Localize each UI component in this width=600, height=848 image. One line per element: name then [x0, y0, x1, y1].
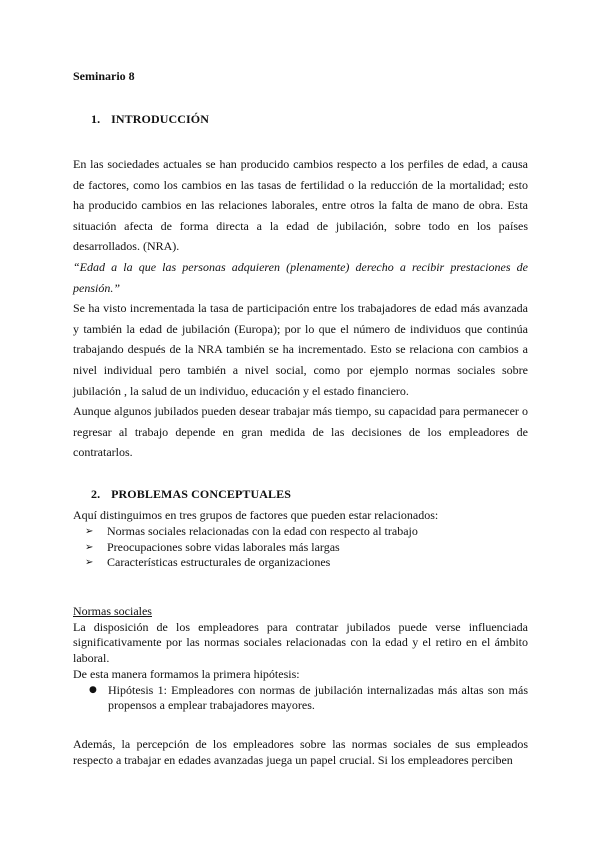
document-title: Seminario 8 [73, 69, 135, 83]
normas-sociales-subheading: Normas sociales [73, 604, 152, 618]
section-1-number: 1. [91, 112, 101, 126]
list-item [73, 524, 528, 540]
normas-paragraph-1: La disposición de los empleadores para contratar jubilados puede verse influenciada significativamente por las normas sociales relacionadas con la edad y el retiro en el ámbito laboral. [73, 619, 528, 666]
normas-continuation [73, 737, 528, 768]
list-item-text: Normas sociales relacionadas con la edad con respecto al trabajo [107, 523, 418, 538]
intro-paragraph-2: Se ha visto incrementada la tasa de participación entre los trabajadores de edad más avanzada y también la edad de jubilación (Europa); por lo que el número de individuos que continúa trabajando después de la NRA también se ha incrementado. Esto se relaciona con cambios a nivel individual pero también a nivel social, como por ejemplo normas sociales sobre jubilación , la salud de un individuo, educación y el estado financiero. [73, 301, 528, 398]
intro-paragraph-1: En las sociedades actuales se han producido cambios respecto a los perfiles de edad, a causa de factores, como los cambios en las tasas de fertilidad o la reducción de la mortalidad; esto ha producido cambios en las relaciones laborales, entre otros la falta de mano de obra. Esta situación afecta de forma directa a la edad de jubilación, sobre todo en los países desarrollados. (NRA). [73, 157, 528, 254]
section-1-body [73, 154, 528, 463]
round-bullet-icon: ● [89, 684, 97, 695]
hypothesis-1-text: Hipótesis 1: Empleadores con normas de jubilación internalizadas más altas son más propensos a emplear trabajadores mayores. [108, 682, 528, 713]
list-item-text: Preocupaciones sobre vidas laborales más largas [107, 539, 340, 554]
arrow-bullet-icon: ➢ [85, 525, 94, 537]
intro-paragraph-3: Aunque algunos jubilados pueden desear trabajar más tiempo, su capacidad para permanecer o regresar al trabajo depende en gran medida de las decisiones de los empleadores de contratarlos. [73, 404, 528, 460]
section-1-heading [91, 112, 209, 127]
section-1-title: INTRODUCCIÓN [111, 112, 209, 126]
list-item-text: Características estructurales de organizaciones [107, 555, 331, 570]
intro-quote: “Edad a la que las personas adquieren (plenamente) derecho a recibir prestaciones de pensión.” [73, 259, 528, 295]
arrow-bullet-icon: ➢ [85, 541, 94, 553]
normas-paragraph-3: Además, la percepción de los empleadores sobre las normas sociales de sus empleados respecto a trabajar en edades avanzadas juega un papel crucial. Si los empleadores perciben [73, 737, 528, 767]
list-item [73, 683, 528, 714]
list-item [73, 540, 528, 556]
arrow-bullet-icon: ➢ [85, 557, 94, 569]
section-2-title: PROBLEMAS CONCEPTUALES [111, 487, 292, 501]
section-2-heading [91, 487, 291, 502]
section-2-body [73, 508, 528, 571]
hypothesis-list [73, 683, 528, 714]
list-item [73, 555, 528, 571]
factor-list [73, 524, 528, 571]
section-2-number: 2. [91, 487, 101, 501]
section-2-intro: Aquí distinguimos en tres grupos de factores que pueden estar relacionados: [73, 508, 439, 522]
normas-sociales-section [73, 604, 528, 714]
normas-paragraph-2: De esta manera formamos la primera hipótesis: [73, 666, 300, 681]
